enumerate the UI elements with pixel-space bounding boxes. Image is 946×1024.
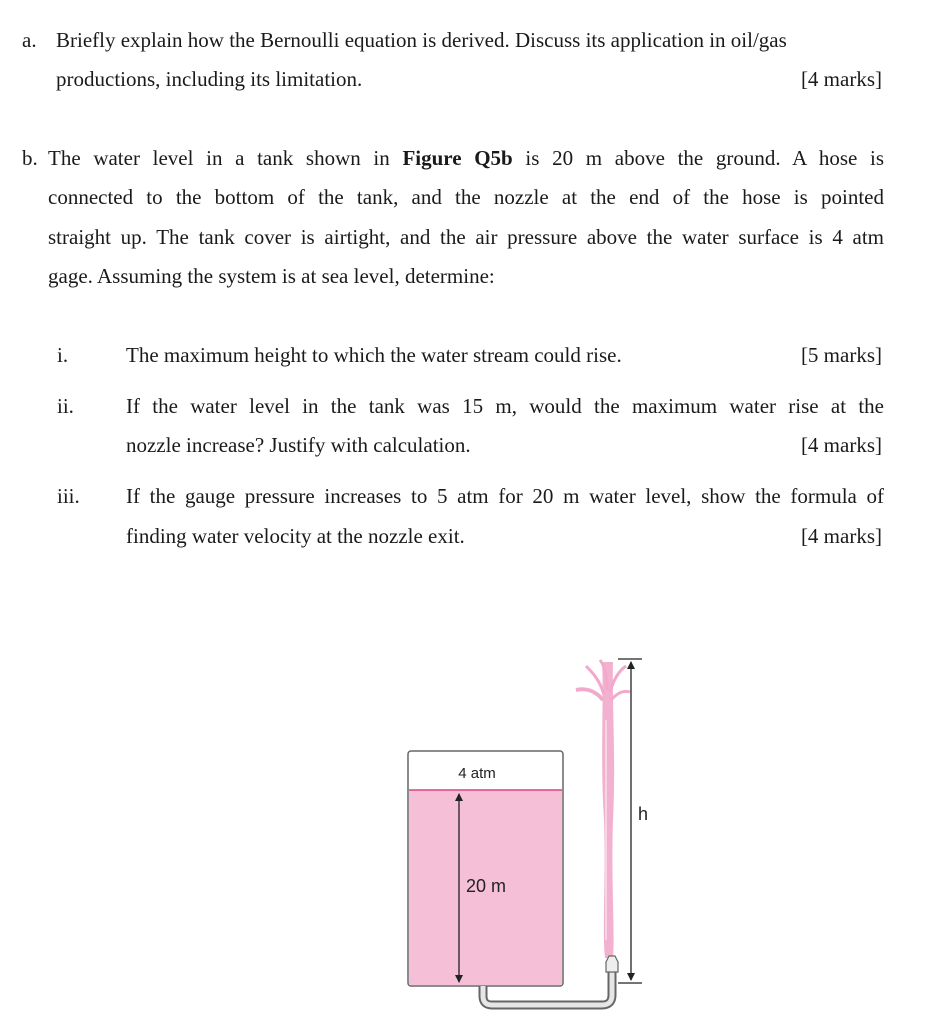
question-a-label: a. <box>22 28 37 52</box>
question-b-line1-post: is 20 m above the ground. A hose is <box>525 146 885 170</box>
question-a-text-line2: productions, including its limitation. <box>56 67 363 91</box>
subquestion-text-line1: The maximum height to which the water stream could rise. <box>126 343 622 367</box>
subquestion-text-line1: If the gauge pressure increases to 5 atm for 20 m water level, show the formula of <box>126 484 884 508</box>
water-jet <box>576 660 630 958</box>
subquestion-text-line2: finding water velocity at the nozzle exit. <box>126 524 465 548</box>
question-a-text-line1: Briefly explain how the Bernoulli equation is derived. Discuss its application in oil/gas <box>56 28 787 52</box>
question-b-text-line4: gage. Assuming the system is at sea level, determine: <box>48 264 495 288</box>
level-label: 20 m <box>465 876 507 896</box>
question-b-text-line3: straight up. The tank cover is airtight, and the air pressure above the water surface is 4 atm <box>48 225 884 249</box>
subquestion-marks: [4 marks] <box>800 524 882 548</box>
tank <box>408 751 563 986</box>
question-b-text-line2: connected to the bottom of the tank, and the nozzle at the end of the hose is pointed <box>48 185 884 209</box>
subquestion-text-line2: nozzle increase? Justify with calculation. <box>126 433 471 457</box>
height-label: h <box>637 804 649 824</box>
figure-reference: Figure Q5b <box>402 146 513 170</box>
subquestion-label: iii. <box>57 484 80 508</box>
pressure-label: 4 atm <box>458 765 496 782</box>
subquestion-label: ii. <box>57 394 74 418</box>
nozzle <box>606 956 618 972</box>
question-a-marks: [4 marks] <box>800 67 882 91</box>
subquestion-marks: [5 marks] <box>800 343 882 367</box>
subquestion-marks: [4 marks] <box>800 433 882 457</box>
question-b-line1-pre: The water level in a tank shown in <box>48 146 390 170</box>
question-b-label: b. <box>22 146 38 170</box>
subquestion-label: i. <box>57 343 69 367</box>
subquestion-text-line1: If the water level in the tank was 15 m, would the maximum water rise at the <box>126 394 884 418</box>
